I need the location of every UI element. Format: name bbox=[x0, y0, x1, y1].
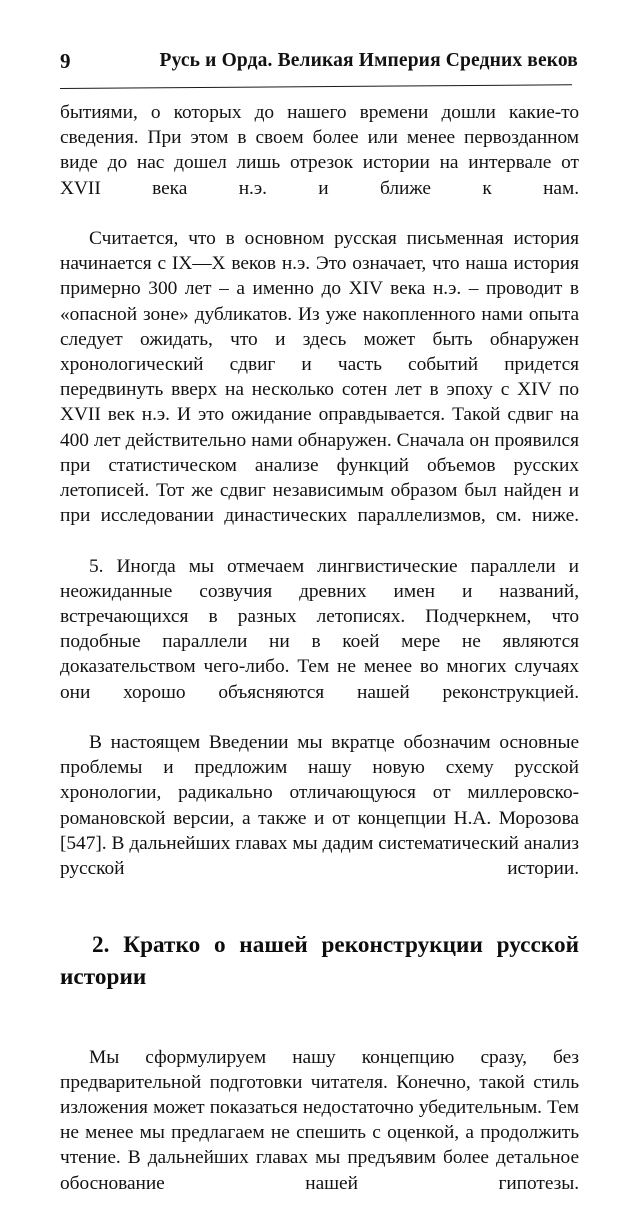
heading-spacer-above bbox=[60, 907, 579, 929]
body-paragraph: Считается, что в основном русская письменная история начинается с IX—X веков н.э. Это означает, что наша история примерно 300 лет – а именно до XIV века н.э. – проводит в «опасной зоне» дубликатов. Из уже накопленного нами опыта следует ожидать, что и здесь может быть обнаружен хронологический сдвиг и часть событий придется передвинуть вверх на несколько сотен лет в эпоху с XIV по XVII век н.э. И это ожидание оправдывается. Такой сдвиг на 400 лет действительно нами обнаружен. Сначала он проявился при статистическом анализе функций объемов русских летописей. Тот же сдвиг независимым образом был найден и при исследовании династических параллелизмов, см. ниже. bbox=[60, 228, 579, 527]
body-paragraph: 5. Иногда мы отмечаем лингвистические параллели и неожиданные созвучия древних имен и названий, встречающихся в разных летописях. Подчеркнем, что подобные параллели ни в коей мере не являются доказательством чего-либо. Тем не менее во многих случаях они хорошо объясняются нашей реконструкцией. bbox=[60, 555, 579, 703]
body-text-column bbox=[60, 100, 579, 1221]
body-paragraph: В настоящем Введении мы вкратце обозначим основные проблемы и предложим нашу новую схему русской хронологии, радикально отличающуюся от миллеровско-романовской версии, а также и от концепции Н.А. Морозова [547]. В дальнейших главах мы дадим систематический анализ русской истории. bbox=[60, 732, 579, 880]
page-number: 9 bbox=[60, 49, 71, 73]
section-paragraph: Мы сформулируем нашу концепцию сразу, без предварительной подготовки читателя. Конечно, такой стиль изложения может показаться недостаточно убедительным. Тем не менее мы предлагаем не спешить с оценкой, а продолжить чтение. В дальнейших главах мы предъявим более детальное обоснование нашей гипотезы. bbox=[60, 1046, 579, 1194]
heading-spacer-below bbox=[60, 1025, 579, 1045]
body-paragraph: бытиями, о которых до нашего времени дошли какие-то сведения. При этом в своем более или менее первозданном виде до нас дошел лишь отрезок истории на интервале от XVII века н.э. и ближе к нам. bbox=[60, 102, 579, 199]
running-head-title: Русь и Орда. Великая Империя Средних веков bbox=[159, 50, 578, 71]
section-heading: 2. Кратко о нашей реконструкции русской истории bbox=[60, 931, 579, 990]
running-header bbox=[60, 48, 578, 78]
header-divider-rule bbox=[60, 84, 572, 89]
